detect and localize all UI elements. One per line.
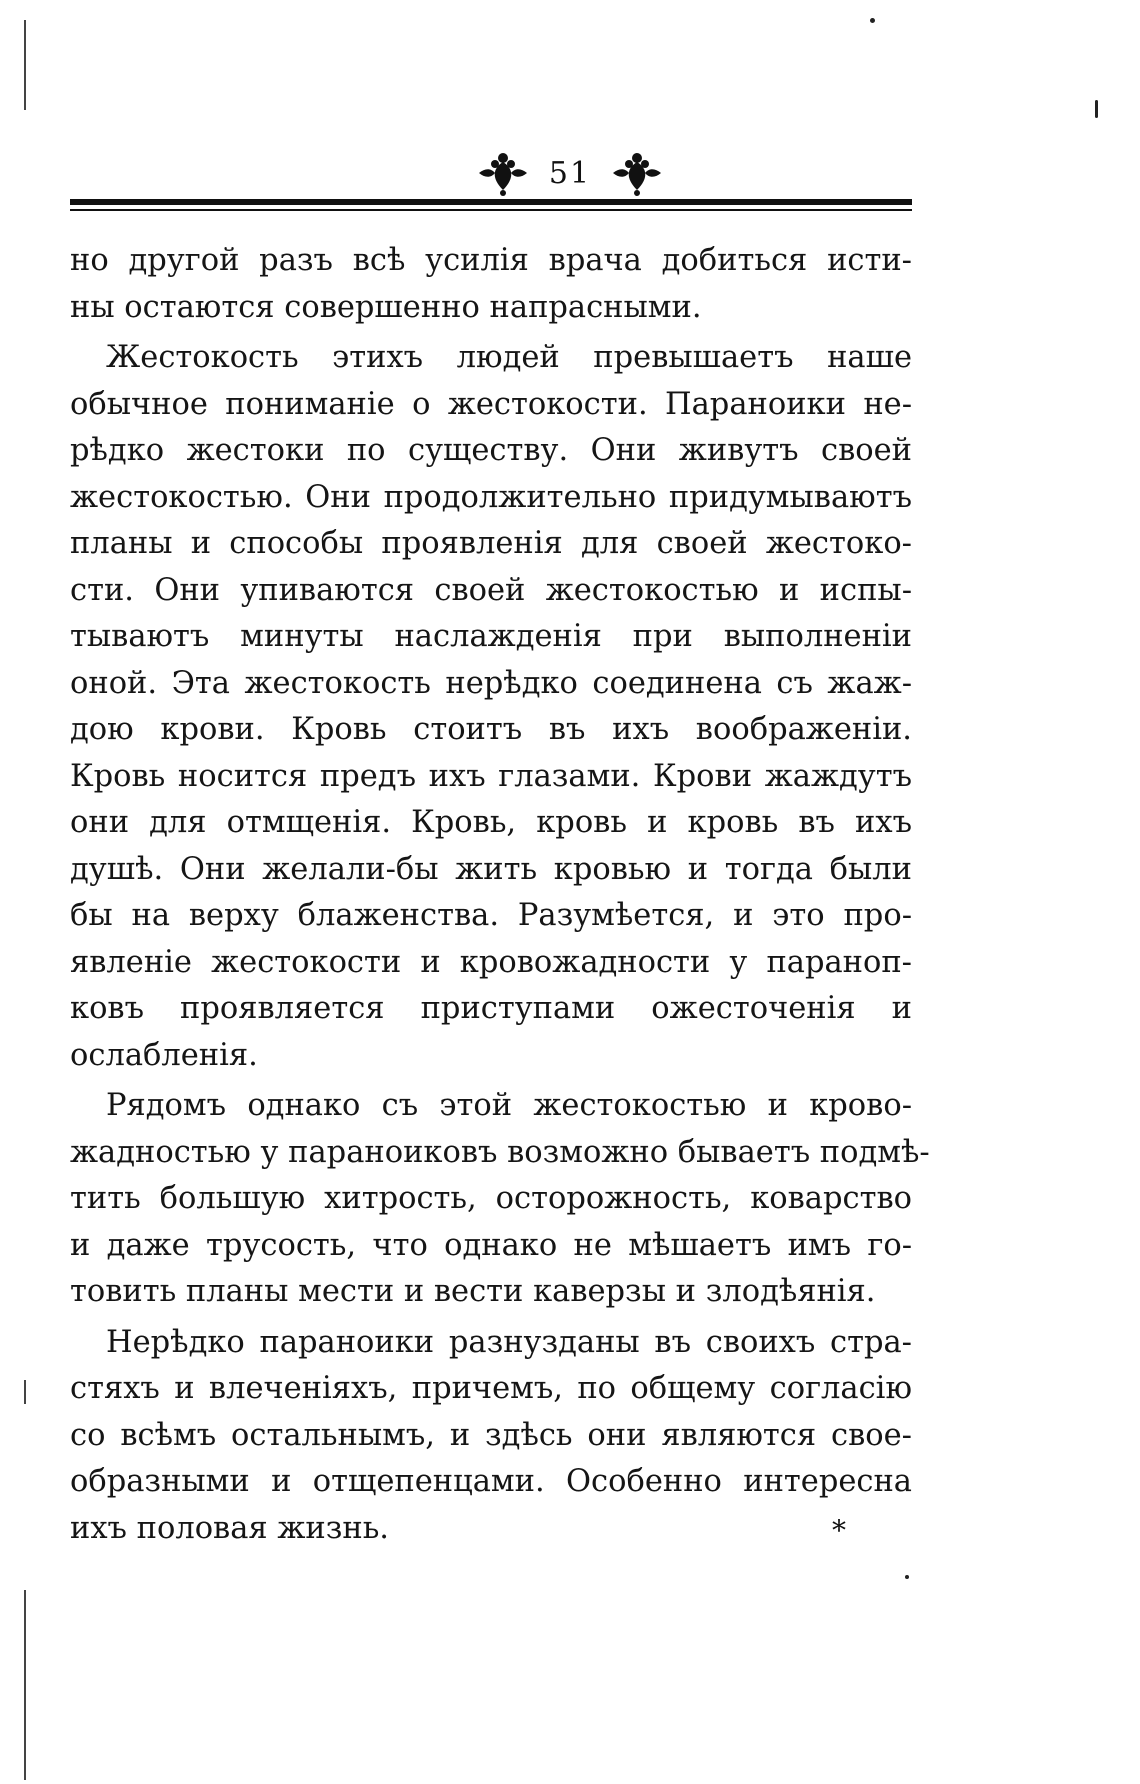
page-number: 51 bbox=[548, 155, 592, 191]
text-line: Нерѣдко параноики разнузданы въ своихъ стра- bbox=[106, 1324, 912, 1360]
text-line: со всѣмъ остальнымъ, и здѣсь они являются свое- bbox=[70, 1417, 912, 1453]
header-rule-thick bbox=[70, 199, 912, 205]
text-line: жестокостью. Они продолжительно придумываютъ bbox=[70, 479, 912, 515]
text-line: они для отмщенія. Кровь, кровь и кровь въ ихъ bbox=[70, 805, 912, 840]
scan-edge-line bbox=[24, 1380, 26, 1404]
text-line: явленіе жестокости и кровожадности у параноп- bbox=[70, 944, 912, 980]
header-rule-thin bbox=[70, 209, 912, 211]
scan-speck bbox=[905, 1575, 909, 1579]
text-line: оной. Эта жестокость нерѣдко соединена съ жаж- bbox=[70, 665, 912, 701]
text-line: обычное пониманіе о жестокости. Параноики не- bbox=[70, 386, 912, 422]
scan-edge-line bbox=[24, 1590, 26, 1780]
text-line: тываютъ минуты наслажденія при выполненіи bbox=[70, 619, 912, 654]
text-line: тить большую хитрость, осторожность, коварство bbox=[70, 1181, 912, 1216]
text-line: образными и отщепенцами. Особенно интересна bbox=[70, 1464, 912, 1499]
text-line: ихъ половая жизнь. bbox=[70, 1510, 389, 1546]
text-line: дою крови. Кровь стоитъ въ ихъ воображеніи. bbox=[70, 712, 912, 747]
text-line: стяхъ и влеченіяхъ, причемъ, по общему согласію bbox=[70, 1371, 912, 1406]
text-line: бы на верху блаженства. Разумѣется, и это про- bbox=[70, 898, 912, 933]
text-line: но другой разъ всѣ усилія врача добиться исти- bbox=[70, 243, 912, 278]
footer-asterisk: * bbox=[832, 1514, 846, 1547]
text-line: Рядомъ однако съ этой жестокостью и крово- bbox=[106, 1088, 912, 1123]
fleuron-left-icon bbox=[475, 150, 531, 196]
body-text bbox=[70, 238, 930, 1552]
text-line: ослабленія. bbox=[70, 1037, 258, 1073]
page-header bbox=[0, 150, 1140, 206]
text-line: Жестокость этихъ людей превышаетъ наше bbox=[106, 340, 912, 375]
fleuron-right-icon bbox=[609, 150, 665, 196]
text-line: жадностью у параноиковъ возможно бываетъ подмѣ- bbox=[70, 1134, 930, 1170]
text-line: и даже трусость, что однако не мѣшаетъ имъ го- bbox=[70, 1227, 912, 1263]
text-line: сти. Они упиваются своей жестокостью и испы- bbox=[70, 572, 912, 608]
text-line: планы и способы проявленія для своей жестоко- bbox=[70, 526, 912, 561]
text-line: рѣдко жестоки по существу. Они живутъ своей bbox=[70, 433, 912, 468]
text-line: Кровь носится предъ ихъ глазами. Крови жаждутъ bbox=[70, 758, 912, 794]
scan-edge-line bbox=[24, 20, 26, 110]
scan-speck bbox=[870, 18, 875, 23]
scan-speck bbox=[1095, 100, 1098, 118]
text-line: душѣ. Они желали-бы жить кровью и тогда были bbox=[70, 851, 912, 887]
paragraph bbox=[70, 238, 912, 331]
paragraph bbox=[70, 335, 912, 1079]
text-line: товить планы мести и вести каверзы и злодѣянія. bbox=[70, 1274, 876, 1309]
text-line: ковъ проявляется приступами ожесточенія и bbox=[70, 991, 912, 1026]
paragraph bbox=[70, 1083, 930, 1316]
paragraph bbox=[70, 1320, 912, 1553]
text-line: ны остаются совершенно напрасными. bbox=[70, 289, 702, 325]
